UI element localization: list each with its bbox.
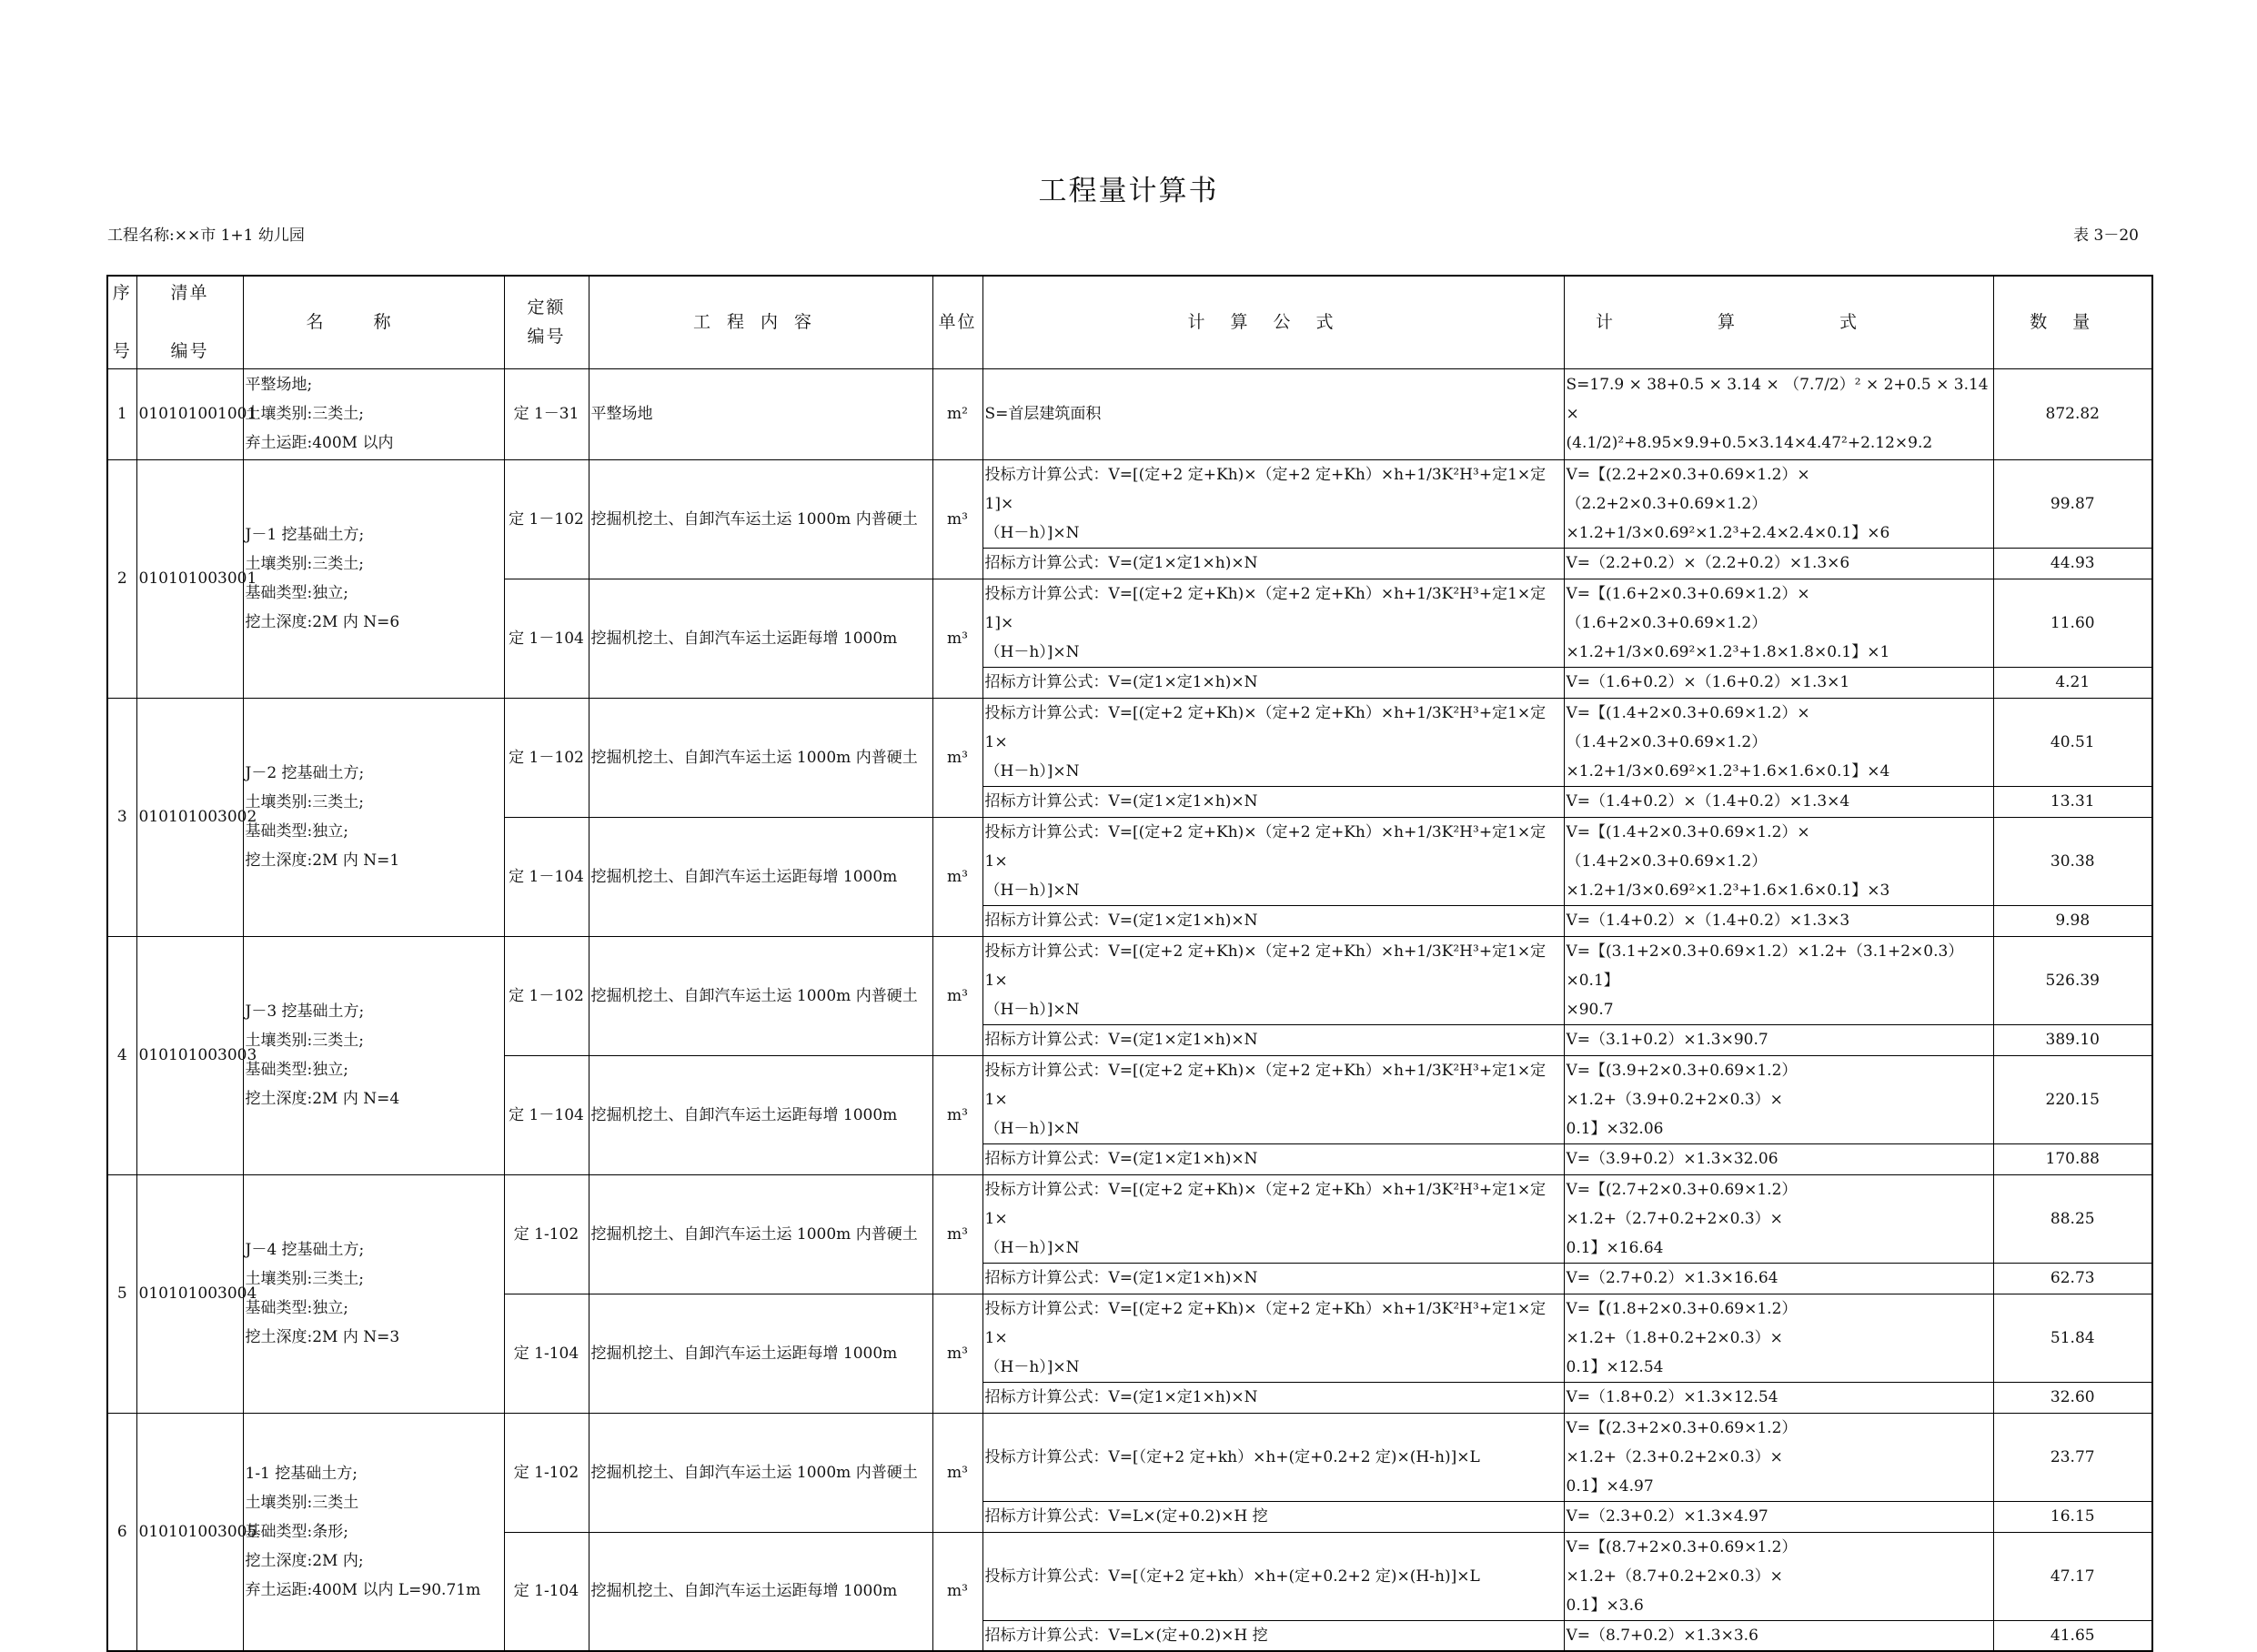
- formula-cell: 投标方计算公式：V=[(定+2 定+Kh)×（定+2 定+Kh）×h+1/3K²H³+定1×定1× （H－h）]×N: [982, 1174, 1564, 1263]
- code-cell: 010101003004: [136, 1174, 243, 1413]
- table-row: [107, 1174, 2152, 1263]
- quantity-cell: 62.73: [1993, 1263, 2152, 1294]
- unit-cell: m³: [932, 1532, 982, 1651]
- expression-cell: V=（1.4+0.2）×（1.4+0.2）×1.3×3: [1564, 905, 1993, 936]
- table-row: [107, 698, 2152, 786]
- quantity-cell: 220.15: [1993, 1055, 2152, 1143]
- formula-cell: 招标方计算公式：V=(定1×定1×h)×N: [982, 1143, 1564, 1174]
- name-cell: J－1 挖基础土方; 土壤类别:三类土; 基础类型:独立; 挖土深度:2M 内 N=6: [243, 459, 504, 698]
- seq-cell: 5: [107, 1174, 136, 1413]
- header-name: 名称: [243, 276, 504, 368]
- formula-cell: 投标方计算公式：V=[(定+2 定+Kh)×（定+2 定+Kh）×h+1/3K²H³+定1×定1× （H－h）]×N: [982, 1294, 1564, 1382]
- expression-cell: S=17.9 × 38+0.5 × 3.14 × （7.7/2）² × 2+0.5 × 3.14 × (4.1/2)²+8.95×9.9+0.5×3.14×4.47²+2.12×9.2: [1564, 368, 1993, 459]
- name-cell: J－3 挖基础土方; 土壤类别:三类土; 基础类型:独立; 挖土深度:2M 内 N=4: [243, 936, 504, 1174]
- expression-cell: V=【(2.7+2×0.3+0.69×1.2）×1.2+（2.7+0.2+2×0.3）× 0.1】×16.64: [1564, 1174, 1993, 1263]
- expression-cell: V=（1.6+0.2）×（1.6+0.2）×1.3×1: [1564, 667, 1993, 698]
- formula-cell: 投标方计算公式：V=[(定+2 定+Kh)×（定+2 定+Kh）×h+1/3K²H³+定1×定1]× （H－h）]×N: [982, 459, 1564, 548]
- quota-cell: 定 1－104: [504, 1055, 589, 1174]
- formula-cell: 投标方计算公式：V=[(定+2 定+Kh)×（定+2 定+Kh）×h+1/3K²H³+定1×定1× （H－h）]×N: [982, 698, 1564, 786]
- unit-cell: m³: [932, 459, 982, 579]
- quantity-cell: 9.98: [1993, 905, 2152, 936]
- content-cell: 挖掘机挖土、自卸汽车运土运 1000m 内普硬土: [589, 698, 932, 817]
- content-cell: 挖掘机挖土、自卸汽车运土运距每增 1000m: [589, 1294, 932, 1413]
- expression-cell: V=【(1.4+2×0.3+0.69×1.2）×（1.4+2×0.3+0.69×1.2） ×1.2+1/3×0.69²×1.2³+1.6×1.6×0.1】×4: [1564, 698, 1993, 786]
- formula-cell: 投标方计算公式：V=[(定+2 定+Kh)×（定+2 定+Kh）×h+1/3K²H³+定1×定1× （H－h）]×N: [982, 936, 1564, 1024]
- seq-cell: 3: [107, 698, 136, 936]
- formula-cell: 投标方计算公式：V=[(定+2 定+Kh)×（定+2 定+Kh）×h+1/3K²H³+定1×定1]× （H－h）]×N: [982, 579, 1564, 667]
- quantity-cell: 99.87: [1993, 459, 2152, 548]
- table-number: 表 3－20: [2073, 227, 2139, 245]
- quantity-cell: 40.51: [1993, 698, 2152, 786]
- expression-cell: V=【(1.6+2×0.3+0.69×1.2）×（1.6+2×0.3+0.69×1.2） ×1.2+1/3×0.69²×1.2³+1.8×1.8×0.1】×1: [1564, 579, 1993, 667]
- quantity-cell: 11.60: [1993, 579, 2152, 667]
- header-row: [107, 276, 2152, 368]
- expression-cell: V=（1.4+0.2）×（1.4+0.2）×1.3×4: [1564, 786, 1993, 817]
- calculation-table: [106, 275, 2153, 1652]
- table-row: [107, 459, 2152, 548]
- name-cell: J－4 挖基础土方; 土壤类别:三类土; 基础类型:独立; 挖土深度:2M 内 N=3: [243, 1174, 504, 1413]
- seq-cell: 6: [107, 1413, 136, 1651]
- code-cell: 010101003005: [136, 1413, 243, 1651]
- header-content: 工程内容: [589, 276, 932, 368]
- seq-cell: 1: [107, 368, 136, 459]
- quota-cell: 定 1-102: [504, 1413, 589, 1532]
- unit-cell: m³: [932, 936, 982, 1055]
- quota-cell: 定 1－102: [504, 459, 589, 579]
- formula-cell: 投标方计算公式：V=[(定+2 定+Kh)×（定+2 定+Kh）×h+1/3K²H³+定1×定1× （H－h）]×N: [982, 1055, 1564, 1143]
- formula-cell: 投标方计算公式：V=[(定+2 定+Kh)×（定+2 定+Kh）×h+1/3K²H³+定1×定1× （H－h）]×N: [982, 817, 1564, 905]
- quantity-cell: 23.77: [1993, 1413, 2152, 1501]
- expression-cell: V=（2.3+0.2）×1.3×4.97: [1564, 1501, 1993, 1532]
- code-cell: 010101001001: [136, 368, 243, 459]
- table-row: [107, 368, 2152, 459]
- code-cell: 010101003002: [136, 698, 243, 936]
- quantity-cell: 32.60: [1993, 1382, 2152, 1413]
- quota-cell: 定 1－102: [504, 698, 589, 817]
- formula-cell: 招标方计算公式：V=(定1×定1×h)×N: [982, 1024, 1564, 1055]
- unit-cell: m³: [932, 1174, 982, 1294]
- quota-cell: 定 1-104: [504, 1294, 589, 1413]
- content-cell: 挖掘机挖土、自卸汽车运土运距每增 1000m: [589, 1055, 932, 1174]
- unit-cell: m³: [932, 817, 982, 936]
- unit-cell: m³: [932, 1055, 982, 1174]
- expression-cell: V=（2.7+0.2）×1.3×16.64: [1564, 1263, 1993, 1294]
- formula-cell: 投标方计算公式：V=[（定+2 定+kh）×h+(定+0.2+2 定)×(H-h)]×L: [982, 1413, 1564, 1501]
- quota-cell: 定 1－104: [504, 579, 589, 698]
- formula-cell: 招标方计算公式：V=(定1×定1×h)×N: [982, 1382, 1564, 1413]
- name-cell: J－2 挖基础土方; 土壤类别:三类土; 基础类型:独立; 挖土深度:2M 内 N=1: [243, 698, 504, 936]
- header-code: 清单 编号: [136, 276, 243, 368]
- formula-cell: 招标方计算公式：V=(定1×定1×h)×N: [982, 786, 1564, 817]
- quota-cell: 定 1－31: [504, 368, 589, 459]
- content-cell: 挖掘机挖土、自卸汽车运土运 1000m 内普硬土: [589, 459, 932, 579]
- quota-cell: 定 1-102: [504, 1174, 589, 1294]
- expression-cell: V=【(3.9+2×0.3+0.69×1.2）×1.2+（3.9+0.2+2×0.3）× 0.1】×32.06: [1564, 1055, 1993, 1143]
- document-title: 工程量计算书: [1038, 175, 1219, 207]
- table-body: [107, 368, 2152, 1651]
- content-cell: 挖掘机挖土、自卸汽车运土运 1000m 内普硬土: [589, 1413, 932, 1532]
- table-row: [107, 1413, 2152, 1501]
- quantity-cell: 30.38: [1993, 817, 2152, 905]
- expression-cell: V=（3.9+0.2）×1.3×32.06: [1564, 1143, 1993, 1174]
- unit-cell: m³: [932, 698, 982, 817]
- expression-cell: V=【(8.7+2×0.3+0.69×1.2）×1.2+（8.7+0.2+2×0.3）× 0.1】×3.6: [1564, 1532, 1993, 1620]
- header-seq: 序 号: [107, 276, 136, 368]
- quantity-cell: 4.21: [1993, 667, 2152, 698]
- table-row: [107, 936, 2152, 1024]
- formula-cell: 招标方计算公式：V=(定1×定1×h)×N: [982, 667, 1564, 698]
- quantity-cell: 389.10: [1993, 1024, 2152, 1055]
- project-name: 工程名称:××市 1+1 幼儿园: [107, 227, 305, 245]
- quota-cell: 定 1－102: [504, 936, 589, 1055]
- expression-cell: V=【(1.4+2×0.3+0.69×1.2）×（1.4+2×0.3+0.69×1.2） ×1.2+1/3×0.69²×1.2³+1.6×1.6×0.1】×3: [1564, 817, 1993, 905]
- unit-cell: m³: [932, 579, 982, 698]
- header-quota-no: 定额 编号: [504, 276, 589, 368]
- unit-cell: m²: [932, 368, 982, 459]
- content-cell: 挖掘机挖土、自卸汽车运土运距每增 1000m: [589, 579, 932, 698]
- content-cell: 平整场地: [589, 368, 932, 459]
- code-cell: 010101003001: [136, 459, 243, 698]
- unit-cell: m³: [932, 1294, 982, 1413]
- expression-cell: V=【(2.2+2×0.3+0.69×1.2）×（2.2+2×0.3+0.69×1.2） ×1.2+1/3×0.69²×1.2³+2.4×2.4×0.1】×6: [1564, 459, 1993, 548]
- formula-cell: S=首层建筑面积: [982, 368, 1564, 459]
- expression-cell: V=【(1.8+2×0.3+0.69×1.2）×1.2+（1.8+0.2+2×0.3）× 0.1】×12.54: [1564, 1294, 1993, 1382]
- expression-cell: V=（8.7+0.2）×1.3×3.6: [1564, 1620, 1993, 1651]
- expression-cell: V=【(3.1+2×0.3+0.69×1.2）×1.2+（3.1+2×0.3）×0.1】 ×90.7: [1564, 936, 1993, 1024]
- quantity-cell: 88.25: [1993, 1174, 2152, 1263]
- content-cell: 挖掘机挖土、自卸汽车运土运距每增 1000m: [589, 1532, 932, 1651]
- quantity-cell: 526.39: [1993, 936, 2152, 1024]
- quantity-cell: 13.31: [1993, 786, 2152, 817]
- header-unit: 单位: [932, 276, 982, 368]
- unit-cell: m³: [932, 1413, 982, 1532]
- header-formula: 计算公式: [982, 276, 1564, 368]
- content-cell: 挖掘机挖土、自卸汽车运土运 1000m 内普硬土: [589, 1174, 932, 1294]
- formula-cell: 招标方计算公式：V=L×(定+0.2)×H 挖: [982, 1501, 1564, 1532]
- content-cell: 挖掘机挖土、自卸汽车运土运距每增 1000m: [589, 817, 932, 936]
- content-cell: 挖掘机挖土、自卸汽车运土运 1000m 内普硬土: [589, 936, 932, 1055]
- name-cell: 平整场地; 土壤类别:三类土; 弃土运距:400M 以内: [243, 368, 504, 459]
- quantity-cell: 16.15: [1993, 1501, 2152, 1532]
- seq-cell: 4: [107, 936, 136, 1174]
- formula-cell: 招标方计算公式：V=(定1×定1×h)×N: [982, 905, 1564, 936]
- quota-cell: 定 1-104: [504, 1532, 589, 1651]
- quantity-cell: 51.84: [1993, 1294, 2152, 1382]
- expression-cell: V=【(2.3+2×0.3+0.69×1.2）×1.2+（2.3+0.2+2×0.3）× 0.1】×4.97: [1564, 1413, 1993, 1501]
- expression-cell: V=（3.1+0.2）×1.3×90.7: [1564, 1024, 1993, 1055]
- seq-cell: 2: [107, 459, 136, 698]
- quantity-cell: 47.17: [1993, 1532, 2152, 1620]
- formula-cell: 投标方计算公式：V=[（定+2 定+kh）×h+(定+0.2+2 定)×(H-h)]×L: [982, 1532, 1564, 1620]
- quantity-cell: 41.65: [1993, 1620, 2152, 1651]
- quantity-cell: 872.82: [1993, 368, 2152, 459]
- formula-cell: 招标方计算公式：V=(定1×定1×h)×N: [982, 548, 1564, 579]
- expression-cell: V=（1.8+0.2）×1.3×12.54: [1564, 1382, 1993, 1413]
- quantity-cell: 170.88: [1993, 1143, 2152, 1174]
- quantity-cell: 44.93: [1993, 548, 2152, 579]
- header-expression: 计算式: [1564, 276, 1993, 368]
- expression-cell: V=（2.2+0.2）×（2.2+0.2）×1.3×6: [1564, 548, 1993, 579]
- quota-cell: 定 1－104: [504, 817, 589, 936]
- formula-cell: 招标方计算公式：V=L×(定+0.2)×H 挖: [982, 1620, 1564, 1651]
- name-cell: 1-1 挖基础土方; 土壤类别:三类土 基础类型:条形; 挖土深度:2M 内; 弃土运距:400M 以内 L=90.71m: [243, 1413, 504, 1651]
- formula-cell: 招标方计算公式：V=(定1×定1×h)×N: [982, 1263, 1564, 1294]
- code-cell: 010101003003: [136, 936, 243, 1174]
- header-quantity: 数量: [1993, 276, 2152, 368]
